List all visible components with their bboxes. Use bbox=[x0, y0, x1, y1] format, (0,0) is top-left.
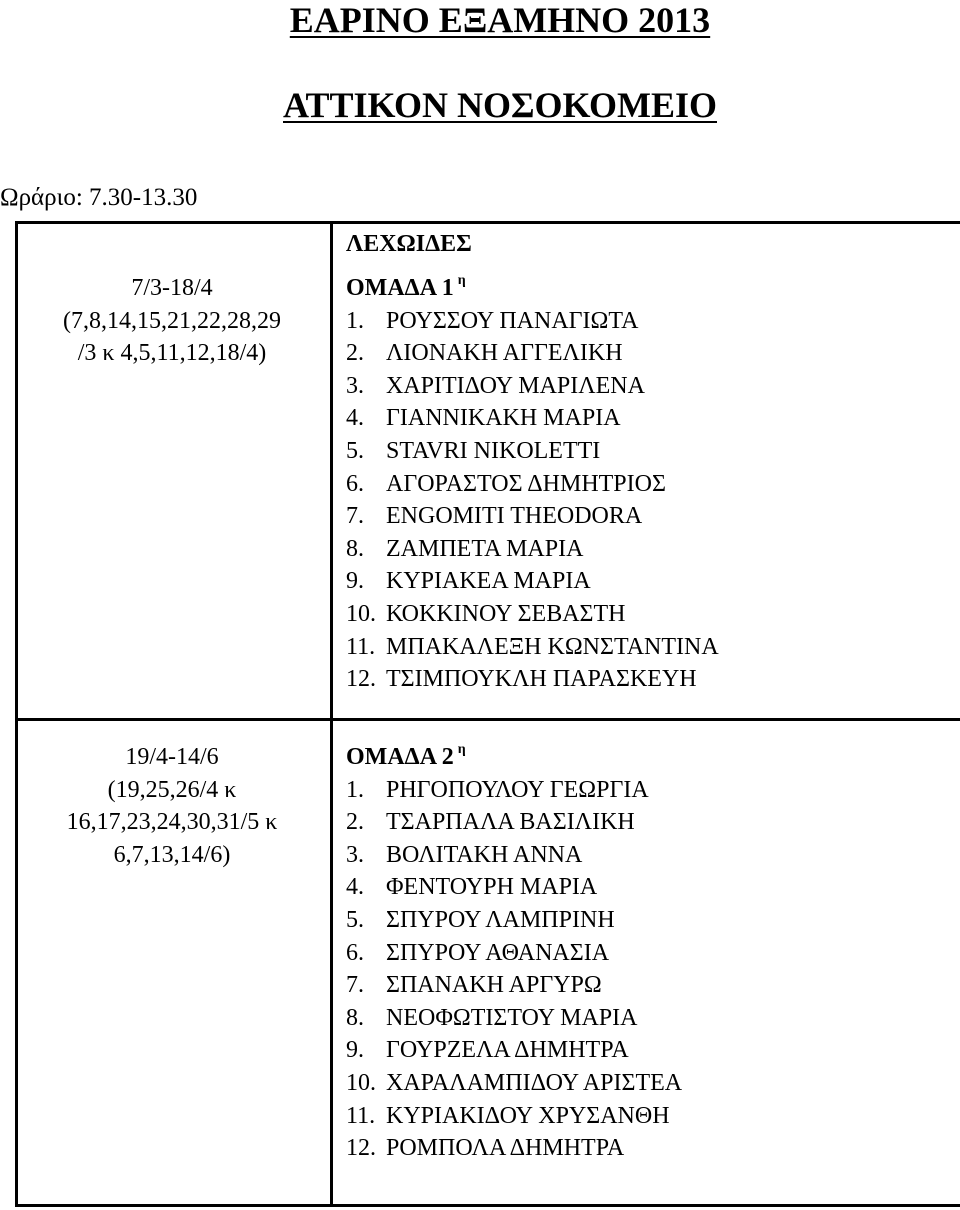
document-title: ΕΑΡΙΝΟ ΕΞΑΜΗΝΟ 2013 bbox=[289, 0, 711, 40]
group-1-heading bbox=[346, 272, 958, 305]
list-item-name: ENGOMITI THEODORA bbox=[386, 503, 643, 530]
group-1-name: ΟΜΑΔΑ 1 bbox=[346, 275, 454, 301]
list-item-number: 7. bbox=[346, 972, 364, 999]
list-item bbox=[346, 565, 958, 598]
list-item bbox=[346, 631, 958, 664]
group-2-date-range: 19/4-14/6 bbox=[125, 744, 219, 770]
list-item-number: 7. bbox=[346, 503, 364, 530]
list-item bbox=[346, 1034, 958, 1067]
list-item-name: ΡΟΜΠΟΛΑ ΔΗΜΗΤΡΑ bbox=[386, 1135, 625, 1162]
list-item bbox=[346, 806, 958, 839]
table-top-border bbox=[15, 221, 960, 224]
list-item-name: ΡΗΓΟΠΟΥΛΟΥ ΓΕΩΡΓΙΑ bbox=[386, 776, 649, 803]
list-item-name: ΣΠΥΡΟΥ ΛΑΜΠΡΙΝΗ bbox=[386, 906, 615, 933]
list-item bbox=[346, 1100, 958, 1133]
group-2-name: ΟΜΑΔΑ 2 bbox=[346, 744, 454, 770]
group-1-members bbox=[346, 305, 958, 696]
list-item-number: 11. bbox=[346, 633, 376, 660]
list-item-name: ΖΑΜΠΕΤΑ ΜΑΡΙΑ bbox=[386, 535, 584, 562]
list-item-number: 9. bbox=[346, 1037, 364, 1064]
table-left-border bbox=[15, 221, 18, 1207]
list-item-name: ΚΟΚΚΙΝΟΥ ΣΕΒΑΣΤΗ bbox=[386, 600, 626, 627]
list-item-name: ΒΟΛΙΤΑΚΗ ΑΝΝΑ bbox=[386, 841, 583, 868]
list-item bbox=[346, 337, 958, 370]
list-item-name: ΧΑΡΑΛΑΜΠΙΔΟΥ ΑΡΙΣΤΕΑ bbox=[386, 1069, 683, 1096]
list-item bbox=[346, 468, 958, 501]
group-2-days-line-2: 16,17,23,24,30,31/5 κ bbox=[66, 809, 278, 836]
list-item-number: 3. bbox=[346, 841, 364, 868]
list-item-name: ΚΥΡΙΑΚΕΑ ΜΑΡΙΑ bbox=[386, 568, 591, 595]
list-item bbox=[346, 904, 958, 937]
list-item bbox=[346, 937, 958, 970]
group-1-date-range: 7/3-18/4 bbox=[131, 275, 213, 301]
group-2-heading bbox=[346, 741, 958, 774]
list-item bbox=[346, 1002, 958, 1035]
list-item-number: 4. bbox=[346, 405, 364, 432]
list-item bbox=[346, 500, 958, 533]
group-2-days-line-3: 6,7,13,14/6) bbox=[113, 841, 231, 868]
group-1-list bbox=[346, 272, 958, 696]
list-item-name: ΣΠΑΝΑΚΗ ΑΡΓΥΡΩ bbox=[386, 972, 602, 999]
list-item-number: 12. bbox=[346, 666, 376, 693]
list-item-name: ΦΕΝΤΟΥΡΗ ΜΑΡΙΑ bbox=[386, 874, 598, 901]
list-item-number: 8. bbox=[346, 535, 364, 562]
group-1-period bbox=[22, 272, 322, 370]
group-1-days-line-2: /3 κ 4,5,11,12,18/4) bbox=[77, 340, 267, 367]
list-item-number: 12. bbox=[346, 1135, 376, 1162]
list-item-number: 4. bbox=[346, 874, 364, 901]
group-1-ordinal: η bbox=[457, 273, 466, 288]
list-item-number: 3. bbox=[346, 372, 364, 399]
list-item bbox=[346, 871, 958, 904]
list-item bbox=[346, 1132, 958, 1165]
list-item-number: 9. bbox=[346, 568, 364, 595]
group-2-ordinal: η bbox=[457, 742, 466, 757]
list-item bbox=[346, 969, 958, 1002]
list-item bbox=[346, 839, 958, 872]
list-item-number: 10. bbox=[346, 600, 376, 627]
schedule-hours: Ωράριο: 7.30-13.30 bbox=[0, 184, 198, 211]
list-item bbox=[346, 598, 958, 631]
list-item bbox=[346, 435, 958, 468]
list-item-name: ΓΟΥΡΖΕΛΑ ΔΗΜΗΤΡΑ bbox=[386, 1037, 629, 1064]
list-item-name: ΤΣΙΜΠΟΥΚΛΗ ΠΑΡΑΣΚΕΥΗ bbox=[386, 666, 697, 693]
group-1-days-line-1: (7,8,14,15,21,22,28,29 bbox=[63, 307, 281, 334]
list-item bbox=[346, 533, 958, 566]
list-item-name: ΧΑΡΙΤΙΔΟΥ ΜΑΡΙΛΕΝΑ bbox=[386, 372, 645, 399]
list-item-name: STAVRI NIKOLETTI bbox=[386, 437, 601, 464]
list-item bbox=[346, 370, 958, 403]
list-item-number: 2. bbox=[346, 340, 364, 367]
list-item bbox=[346, 305, 958, 338]
list-item-name: ΝΕΟΦΩΤΙΣΤΟΥ ΜΑΡΙΑ bbox=[386, 1004, 638, 1031]
list-item-number: 5. bbox=[346, 437, 364, 464]
table-column-divider bbox=[330, 221, 333, 1207]
list-item-name: ΡΟΥΣΣΟΥ ΠΑΝΑΓΙΩΤΑ bbox=[386, 307, 639, 334]
list-item-number: 10. bbox=[346, 1069, 376, 1096]
list-item-number: 6. bbox=[346, 939, 364, 966]
list-item-name: ΑΓΟΡΑΣΤΟΣ ΔΗΜΗΤΡΙΟΣ bbox=[386, 470, 666, 497]
list-item-number: 11. bbox=[346, 1102, 376, 1129]
list-item-name: ΣΠΥΡΟΥ ΑΘΑΝΑΣΙΑ bbox=[386, 939, 610, 966]
list-item-number: 8. bbox=[346, 1004, 364, 1031]
group-2-list bbox=[346, 741, 958, 1165]
table-row-divider bbox=[15, 718, 960, 721]
table-bottom-border bbox=[15, 1204, 960, 1207]
hospital-title: ΑΤΤΙΚΟΝ ΝΟΣΟΚΟΜΕΙΟ bbox=[283, 85, 717, 125]
list-item-number: 2. bbox=[346, 809, 364, 836]
list-item-name: ΓΙΑΝΝΙΚΑΚΗ ΜΑΡΙΑ bbox=[386, 405, 621, 432]
list-item-number: 5. bbox=[346, 906, 364, 933]
list-item-number: 6. bbox=[346, 470, 364, 497]
group-2-period bbox=[22, 741, 322, 871]
group-2-days-line-1: (19,25,26/4 κ bbox=[107, 776, 237, 803]
list-item bbox=[346, 774, 958, 807]
list-item-number: 1. bbox=[346, 307, 364, 334]
list-item bbox=[346, 402, 958, 435]
list-item bbox=[346, 1067, 958, 1100]
list-item-name: ΤΣΑΡΠΑΛΑ ΒΑΣΙΛΙΚΗ bbox=[386, 809, 635, 836]
list-item-name: ΚΥΡΙΑΚΙΔΟΥ ΧΡΥΣΑΝΘΗ bbox=[386, 1102, 670, 1129]
list-item-name: ΜΠΑΚΑΛΕΞΗ ΚΩΝΣΤΑΝΤΙΝΑ bbox=[386, 633, 719, 660]
list-item-name: ΛΙΟΝΑΚΗ ΑΓΓΕΛΙΚΗ bbox=[386, 340, 623, 367]
column-header: ΛΕΧΩΙΔΕΣ bbox=[346, 231, 472, 257]
group-2-members bbox=[346, 774, 958, 1165]
list-item-number: 1. bbox=[346, 776, 364, 803]
list-item bbox=[346, 663, 958, 696]
